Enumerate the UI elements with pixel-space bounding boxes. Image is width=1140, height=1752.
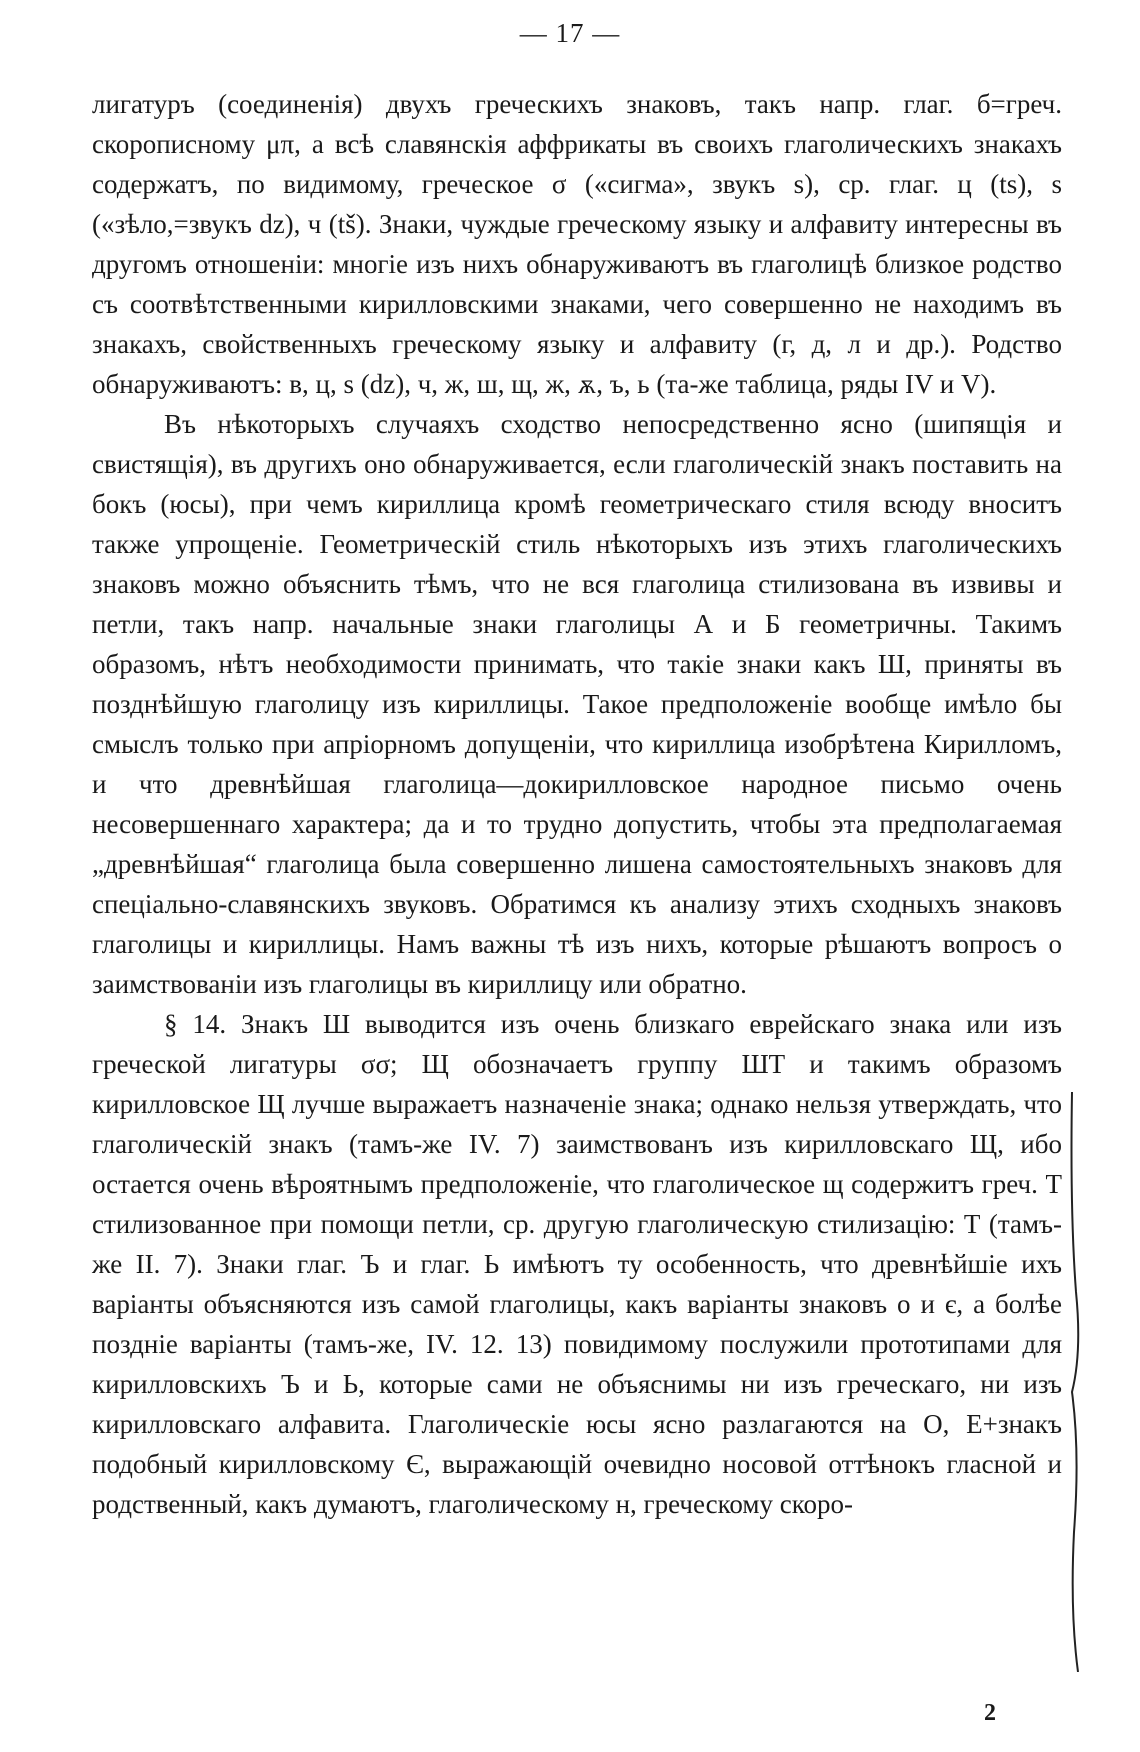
- paragraph-3-section-14: § 14. Знакъ Ш выводится изъ очень близкаго еврейскаго знака или изъ греческой лигатуры σσ; Щ обозначаетъ группу ШТ и такимъ образомъ кирилловское Щ лучше выражаетъ назначеніе знака; однако нельзя утверждать, что глаголическій знакъ (тамъ-же IV. 7) заимствованъ изъ кирилловскаго Щ, ибо остается очень вѣроятнымъ предположеніе, что глаголическое щ содержитъ греч. Т стилизованное при помощи петли, ср. другую глаголическую стилизацію: Т (тамъ-же II. 7). Знаки глаг. Ъ и глаг. Ь имѣютъ ту особенность, что древнѣйшіе ихъ варіанты объясняются изъ самой глаголицы, какъ варіанты знаковъ о и є, а болѣе поздніе варіанты (тамъ-же, IV. 12. 13) повидимому послужили прототипами для кирилловскихъ Ъ и Ь, которые сами не объяснимы ни изъ греческаго, ни изъ кирилловскаго алфавита. Глаголическіе юсы ясно разлагаются на О, Е+знакъ подобный кирилловскому Є, выражающій очевидно носовой оттѣнокъ гласной и родственный, какъ думаютъ, глаголическому н, греческому скоро-: [92, 1009, 1062, 1519]
- margin-bracket-mark: [1068, 1092, 1090, 1672]
- paragraph-1: лигатуръ (соединенія) двухъ греческихъ знаковъ, такъ напр. глаг. б=греч. скорописному μπ, а всѣ славянскія аффрикаты въ своихъ глаголическихъ знакахъ содержатъ, по видимому, греческое σ («сигма», звукъ s), ср. глаг. ц (ts), s («зѣло,=звукъ dz), ч (tš). Знаки, чуждые греческому языку и алфавиту интересны въ другомъ отношеніи: многіе изъ нихъ обнаруживаютъ въ глаголицѣ близкое родство съ соотвѣтственными кирилловскими знаками, чего совершенно не находимъ въ знакахъ, свойственныхъ греческому языку и алфавиту (г, д, л и др.). Родство обнаруживаютъ: в, ц, s (dz), ч, ж, ш, щ, ж, ѫ, ъ, ь (та-же таблица, ряды IV и V).: [92, 89, 1062, 399]
- body-text: [92, 84, 1062, 1524]
- signature-mark: 2: [984, 1700, 996, 1726]
- paragraph-2: Въ нѣкоторыхъ случаяхъ сходство непосредственно ясно (шипящія и свистящія), въ другихъ оно обнаруживается, если глаголическій знакъ поставить на бокъ (юсы), при чемъ кириллица кромѣ геометрическаго стиля всюду вноситъ также упрощеніе. Геометрическій стиль нѣкоторыхъ изъ этихъ глаголическихъ знаковъ можно объяснить тѣмъ, что не вся глаголица стилизована въ извивы и петли, такъ напр. начальные знаки глаголицы А и Б геометричны. Такимъ образомъ, нѣтъ необходимости принимать, что такіе знаки какъ Ш, приняты въ позднѣйшую глаголицу изъ кириллицы. Такое предположеніе вообще имѣло бы смыслъ только при апріорномъ допущеніи, что кириллица изобрѣтена Кирилломъ, и что древнѣйшая глаголица—докирилловское народное письмо очень несовершеннаго характера; да и то трудно допустить, чтобы эта предполагаемая „древнѣйшая“ глаголица была совершенно лишена самостоятельныхъ знаковъ для спеціально-славянскихъ звуковъ. Обратимся къ анализу этихъ сходныхъ знаковъ глаголицы и кириллицы. Намъ важны тѣ изъ нихъ, которые рѣшаютъ вопросъ о заимствованіи изъ глаголицы въ кириллицу или обратно.: [92, 409, 1062, 999]
- page-number: — 17 —: [519, 18, 621, 48]
